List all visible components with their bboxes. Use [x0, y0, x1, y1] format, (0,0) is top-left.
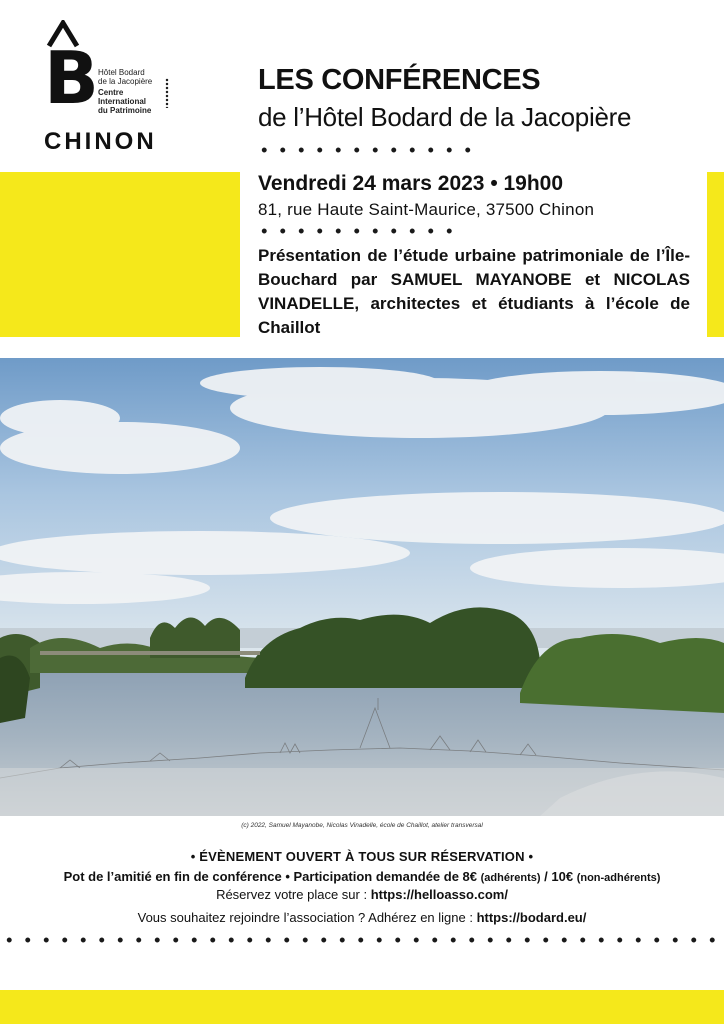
bodard-link[interactable]: https://bodard.eu/ [476, 910, 587, 925]
event-open-notice: • ÉVÈNEMENT OUVERT À TOUS SUR RÉSERVATION • [190, 849, 534, 864]
helloasso-link[interactable]: https://helloasso.com/ [370, 887, 508, 902]
logo-hotel-name: Hôtel Bodard de la Jacopière [98, 68, 153, 86]
dot-divider-middle [255, 227, 459, 235]
logo-city: CHINON [44, 128, 157, 155]
participation-line: Pot de l’amitié en fin de conférence • Participation demandée de 8€ (adhérents) / 10€ (non-adhérents) [63, 869, 661, 884]
dot-divider-bottom [0, 936, 724, 944]
yellow-band-left [0, 172, 240, 337]
yellow-band-right [707, 172, 724, 337]
page-title: LES CONFÉRENCES [258, 64, 541, 96]
dot-divider-top [255, 146, 477, 154]
logo-centre-name: Centre International du Patrimoine [98, 88, 152, 115]
reservation-line: Réservez votre place sur : https://helloasso.com/ [216, 887, 508, 902]
river-photo [0, 358, 724, 816]
river-landscape-image [0, 358, 724, 816]
event-address: 81, rue Haute Saint-Maurice, 37500 Chinon [258, 200, 595, 219]
page-subtitle: de l’Hôtel Bodard de la Jacopière [258, 102, 632, 132]
photo-credit: (c) 2022, Samuel Mayanobe, Nicolas Vinadelle, école de Chaillot, atelier transversal [241, 822, 483, 829]
membership-line: Vous souhaitez rejoindre l’association ? Adhérez en ligne : https://bodard.eu/ [137, 910, 587, 925]
event-date: Vendredi 24 mars 2023 • 19h00 [258, 172, 564, 195]
logo-letter: B [44, 36, 99, 120]
logo [44, 20, 174, 155]
yellow-band-bottom [0, 990, 724, 1024]
event-presentation: Présentation de l’étude urbaine patrimoniale de l’Île-Bouchard par SAMUEL MAYANOBE et NICOLAS VINADELLE, architectes et étudiants à l’école de Chaillot [258, 246, 690, 337]
